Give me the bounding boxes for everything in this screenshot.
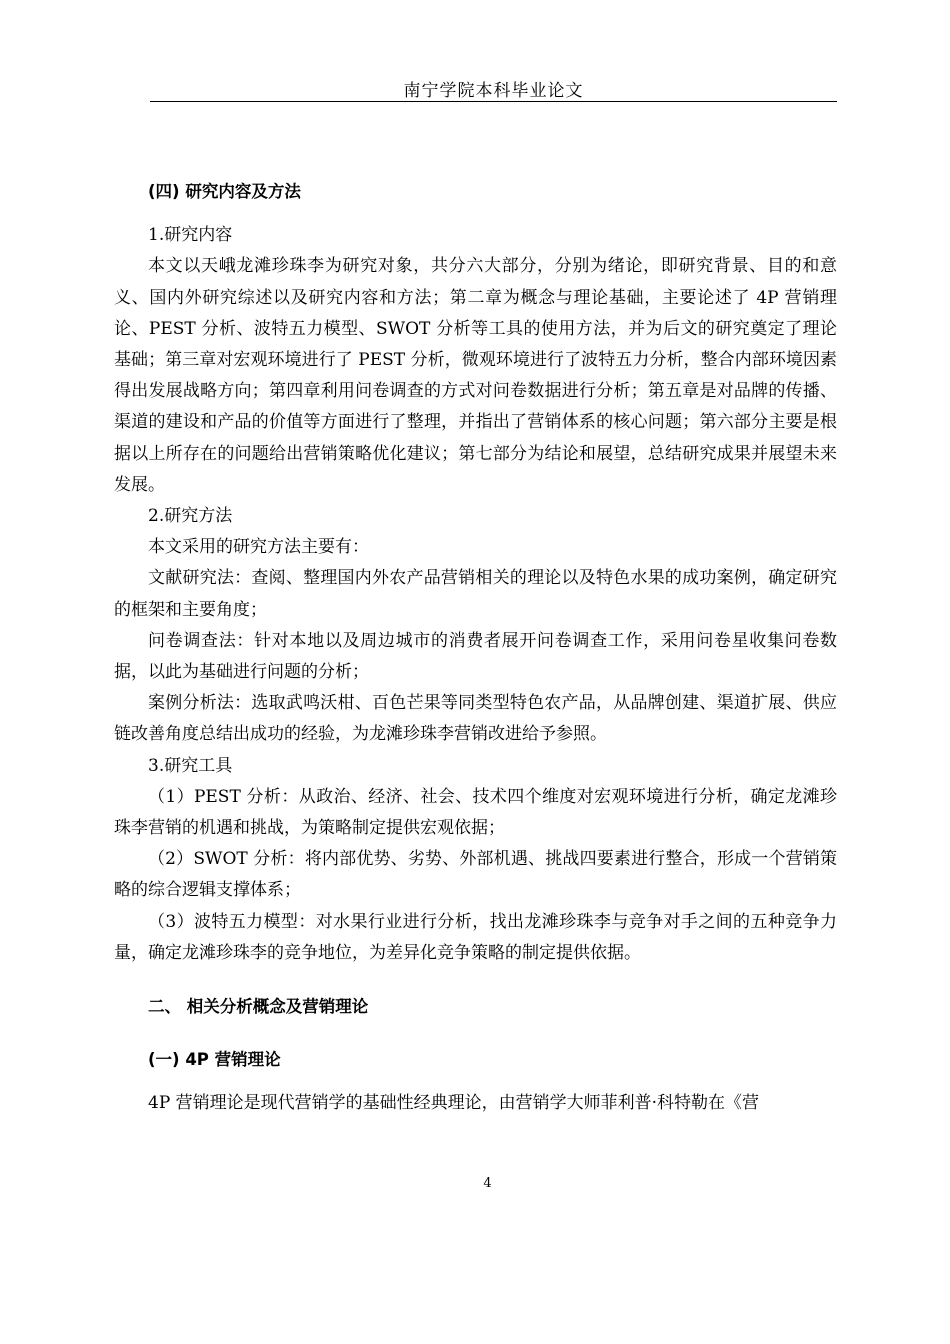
- section-heading: (一) 4P 营销理论: [148, 1050, 281, 1070]
- paragraph: 本文采用的研究方法主要有：: [148, 537, 369, 558]
- paragraph: （2）SWOT 分析：将内部优势、劣势、外部机遇、挑战四要素进行整合，形成一个营销策略的综合逻辑支撑体系；: [114, 849, 837, 901]
- subheading-research-tools: 3.研究工具: [148, 755, 233, 776]
- subheading-research-content: 1.研究内容: [148, 225, 233, 246]
- paragraph: 4P 营销理论是现代营销学的基础性经典理论，由营销学大师菲利普·科特勒在《营: [148, 1093, 760, 1114]
- page-number: 4: [483, 1176, 492, 1191]
- paragraph: 问卷调查法：针对本地以及周边城市的消费者展开问卷调查工作，采用问卷星收集问卷数据，以此为基础进行问题的分析；: [114, 630, 837, 683]
- paragraph: （1）PEST 分析：从政治、经济、社会、技术四个维度对宏观环境进行分析，确定龙滩珍珠李营销的机遇和挑战，为策略制定提供宏观依据；: [114, 786, 837, 839]
- running-header: 南宁学院本科毕业论文: [403, 81, 584, 101]
- paragraph: 案例分析法：选取武鸣沃柑、百色芒果等同类型特色农产品，从品牌创建、渠道扩展、供应链改善角度总结出成功的经验，为龙滩珍珠李营销改进给予参照。: [114, 693, 837, 745]
- subheading-research-methods: 2.研究方法: [148, 506, 233, 527]
- paragraph: 文献研究法：查阅、整理国内外农产品营销相关的理论以及特色水果的成功案例，确定研究的框架和主要角度；: [114, 568, 837, 620]
- paragraph: （3）波特五力模型：对水果行业进行分析，找出龙滩珍珠李与竞争对手之间的五种竞争力量，确定龙滩珍珠李的竞争地位，为差异化竞争策略的制定提供依据。: [114, 911, 837, 963]
- body-text: [114, 176, 837, 1120]
- paragraph: 本文以天峨龙滩珍珠李为研究对象，共分六大部分，分别为绪论，即研究背景、目的和意义、国内外研究综述以及研究内容和方法；第二章为概念与理论基础，主要论述了 4P 营销理论、PEST 分析、波特五力模型、SWOT 分析等工具的使用方法，并为后文的研究奠定了理论基础；第三章对宏观环境进行了 PEST 分析，微观环境进行了波特五力分析，整合内部环境因素得出发展战略方向；第四章利用问卷调查的方式对问卷数据进行分析；第五章是对品牌的传播、渠道的建设和产品的价值等方面进行了整理，并指出了营销体系的核心问题；第六部分主要是根据以上所存在的问题给出营销策略优化建议；第七部分为结论和展望，总结研究成果并展望未来发展。: [114, 256, 837, 495]
- chapter-heading: 二、 相关分析概念及营销理论: [148, 997, 369, 1017]
- header-rule: [150, 101, 837, 102]
- section-heading: (四) 研究内容及方法: [148, 182, 301, 201]
